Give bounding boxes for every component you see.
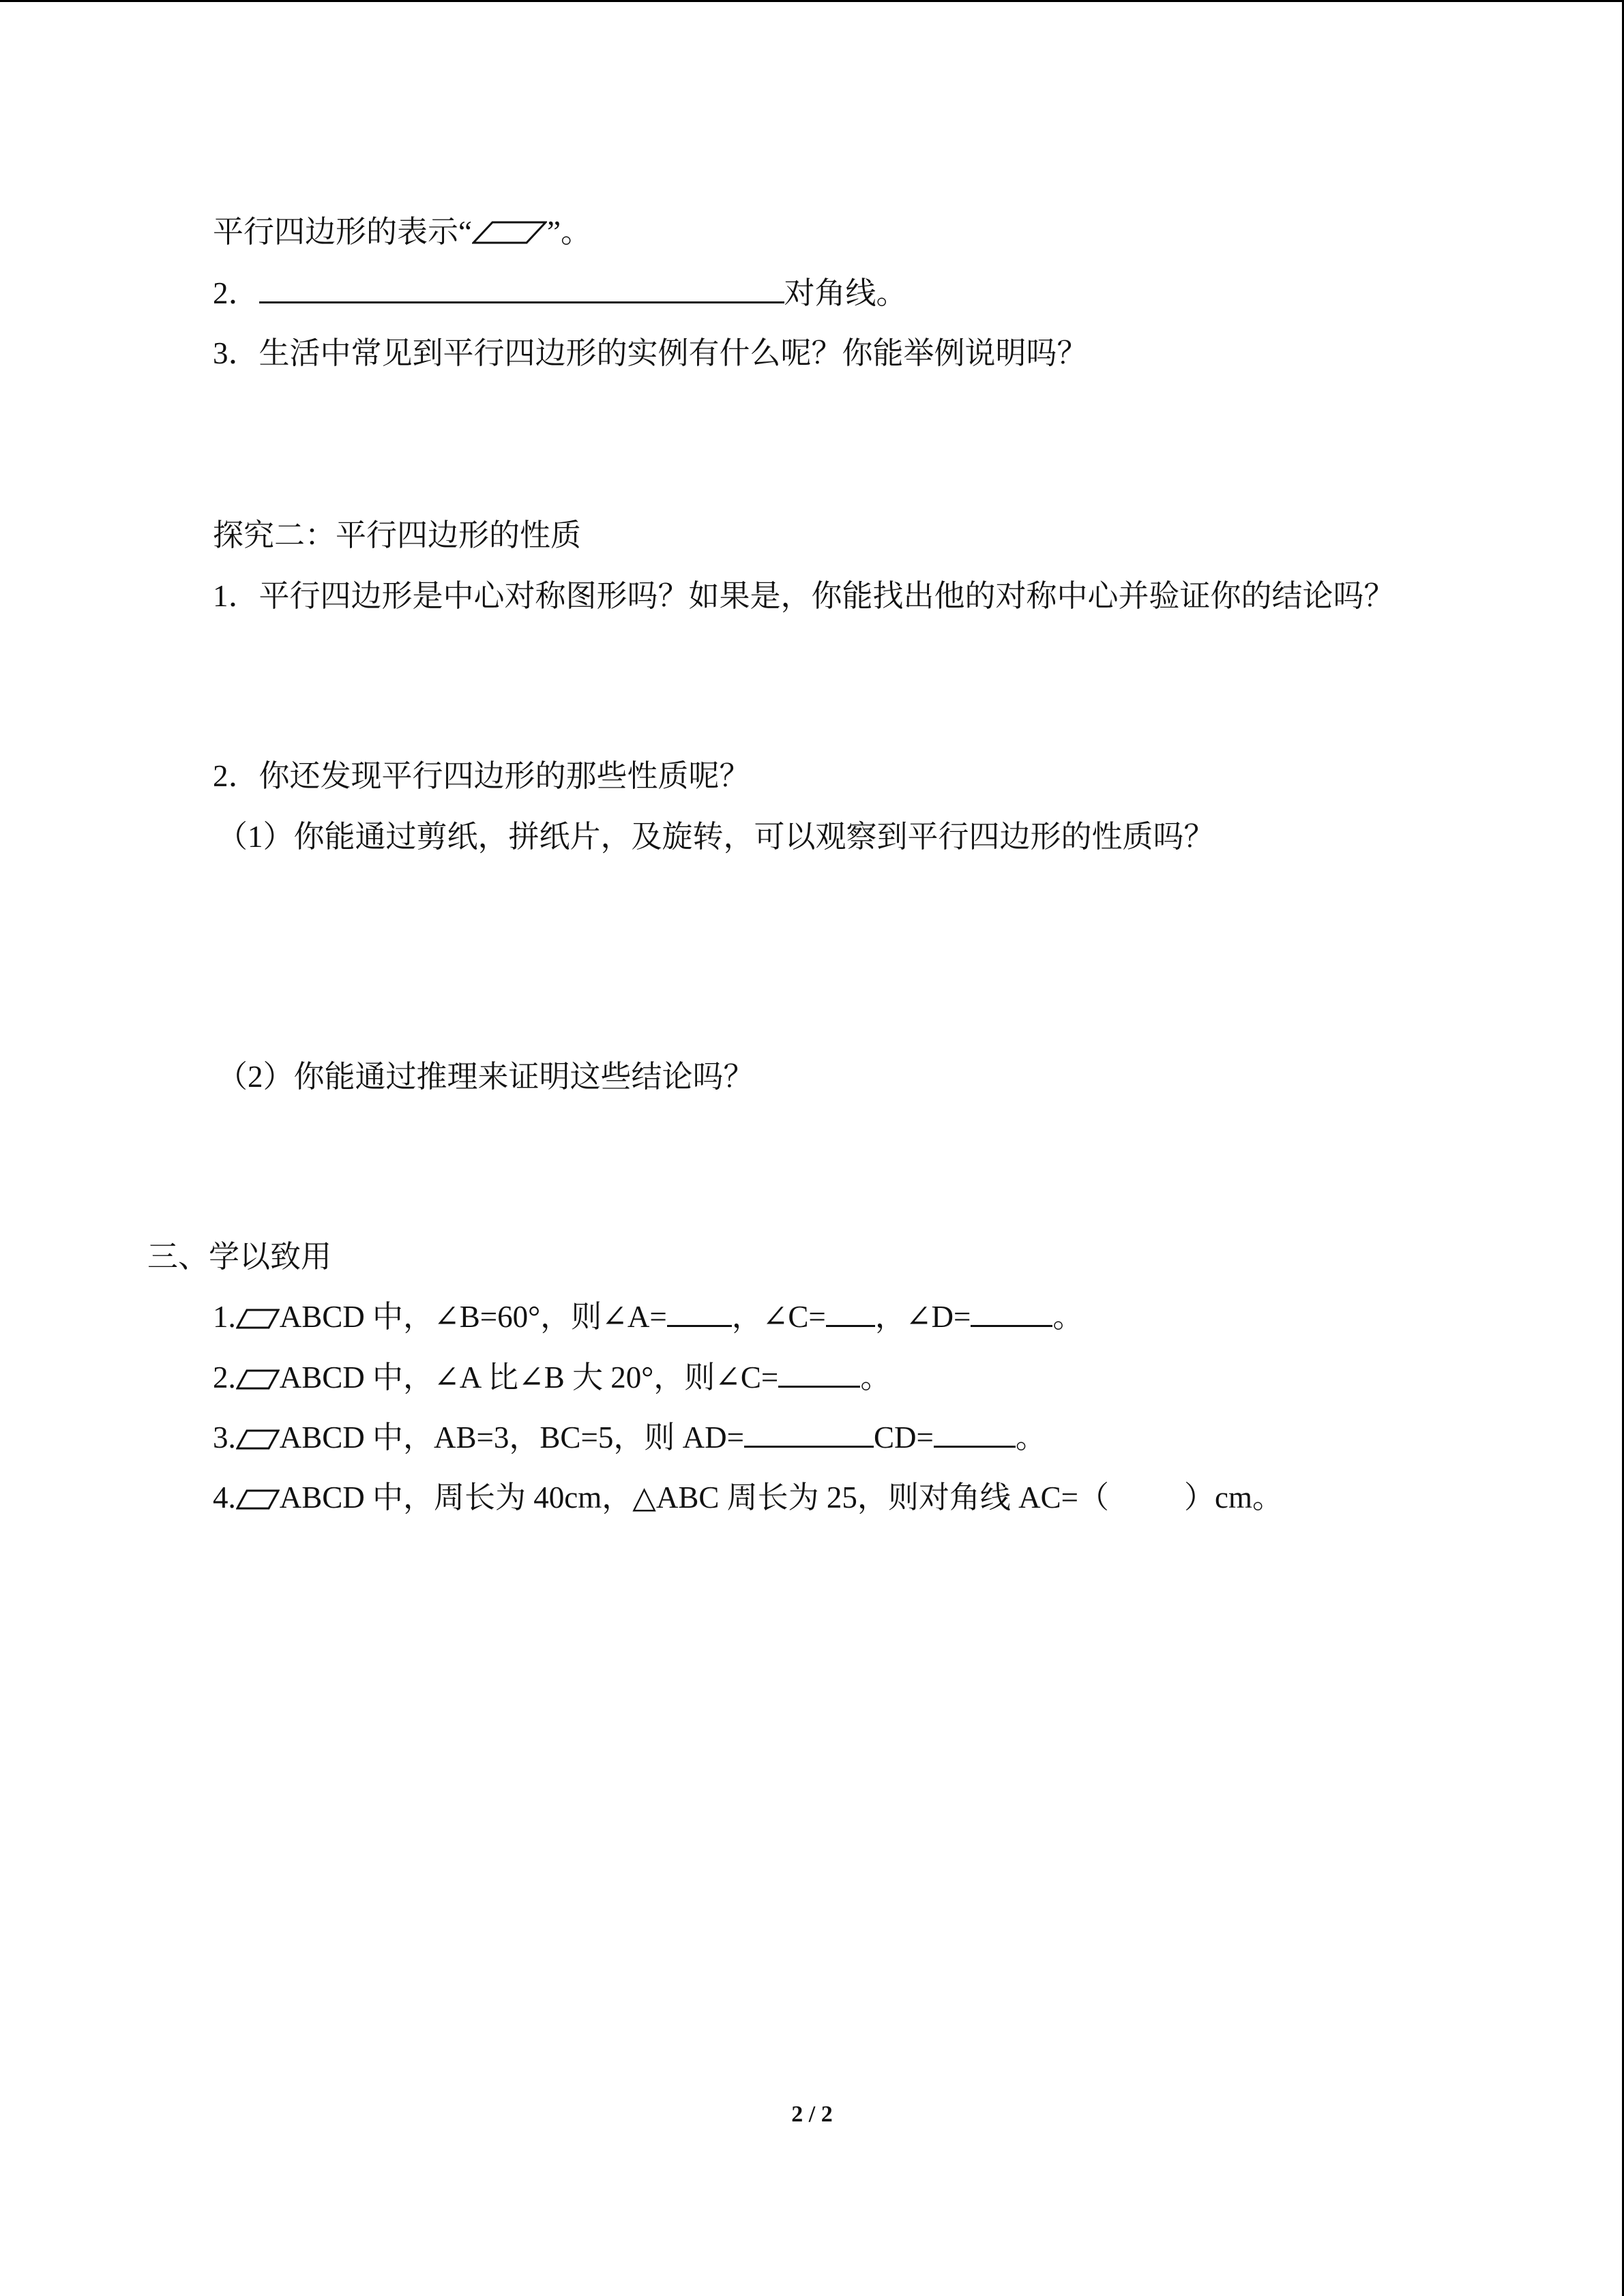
apply-heading: 三、学以致用 <box>147 1240 332 1274</box>
exercise-text: ）cm。 <box>1184 1480 1284 1515</box>
exercise-text: ABCD 中，AB=3，BC=5，则 AD= <box>279 1420 744 1455</box>
exercise-text: 。 <box>1052 1300 1084 1334</box>
fill-blank <box>259 274 784 303</box>
explore2-q2-2: （2）你能通过推理来证明这些结论吗？ <box>217 1060 754 1094</box>
fill-blank <box>667 1298 732 1327</box>
exercise-2 <box>213 1358 891 1397</box>
exercise-3 <box>213 1418 1046 1457</box>
page-number: 2 / 2 <box>791 2102 833 2127</box>
explore2-q1: 1．平行四边形是中心对称图形吗？如果是，你能找出他的对称中心并验证你的结论吗？ <box>213 579 1395 613</box>
fill-blank <box>934 1418 1016 1448</box>
exercise-text: ABCD 中，∠A 比∠B 大 20°，则∠C= <box>279 1360 779 1395</box>
exercise-text: ，∠D= <box>874 1300 971 1334</box>
exercise-4 <box>213 1478 1283 1517</box>
parallelogram-symbol-icon <box>236 1369 280 1390</box>
notation-suffix: ”。 <box>546 215 591 249</box>
notation-prefix: 平行四边形的表示“ <box>213 215 472 249</box>
parallelogram-symbol-icon <box>236 1489 280 1510</box>
fill-blank <box>778 1358 860 1388</box>
fill-blank <box>744 1418 874 1448</box>
parallelogram-symbol-icon <box>472 220 547 245</box>
explore2-heading: 探究二：平行四边形的性质 <box>213 518 582 552</box>
item3-line: 3．生活中常见到平行四边形的实例有什么呢？你能举例说明吗？ <box>213 336 1088 370</box>
exercise-number: 1. <box>213 1300 236 1334</box>
parallelogram-symbol-icon <box>236 1429 280 1450</box>
item2-line <box>213 274 907 312</box>
exercise-number: 2. <box>213 1360 236 1395</box>
explore2-q2-1: （1）你能通过剪纸，拼纸片，及旋转，可以观察到平行四边形的性质吗？ <box>217 820 1215 854</box>
exercise-text: ABCD 中，周长为 40cm，△ABC 周长为 25，则对角线 AC=（ <box>279 1480 1110 1515</box>
fill-blank <box>826 1298 875 1327</box>
exercise-number: 4. <box>213 1480 236 1515</box>
fill-blank <box>971 1298 1052 1327</box>
item2-number: 2． <box>213 276 259 310</box>
exercise-text: 。 <box>860 1360 891 1395</box>
page-border-top <box>0 0 1624 2</box>
item2-tail: 对角线。 <box>784 276 907 310</box>
exercise-text: 。 <box>1015 1420 1046 1455</box>
exercise-number: 3. <box>213 1420 236 1455</box>
exercise-1 <box>213 1298 1083 1336</box>
notation-line <box>213 213 591 251</box>
exercise-text: CD= <box>873 1420 934 1455</box>
explore2-q2: 2．你还发现平行四边形的那些性质呢？ <box>213 759 750 793</box>
exercise-text: ，∠C= <box>731 1300 826 1334</box>
exercise-text: ABCD 中，∠B=60°，则∠A= <box>279 1300 667 1334</box>
parallelogram-symbol-icon <box>236 1308 280 1330</box>
